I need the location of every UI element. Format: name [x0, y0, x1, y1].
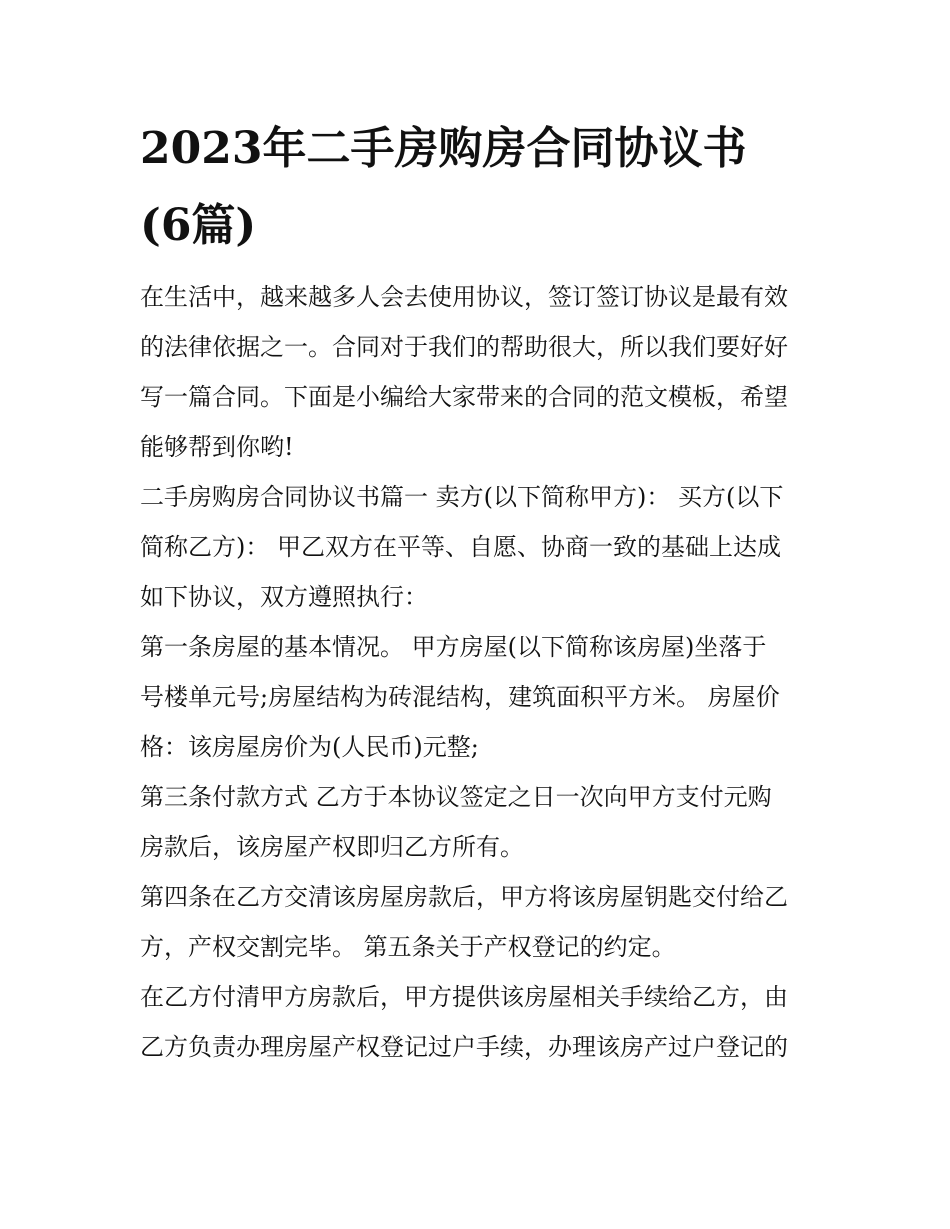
- text-line: 简称乙方)： 甲乙双方在平等、自愿、协商一致的基础上达成: [140, 533, 781, 561]
- text-line: 写一篇合同。下面是小编给大家带来的合同的范文模板，希望: [140, 383, 788, 411]
- text-line: 能够帮到你哟!: [140, 433, 294, 461]
- text-line: 第四条在乙方交清该房屋房款后，甲方将该房屋钥匙交付给乙: [140, 883, 788, 911]
- text-line: 号楼单元号;房屋结构为砖混结构，建筑面积平方米。 房屋价: [140, 683, 780, 711]
- intro-paragraph: [140, 272, 812, 472]
- text-line: 如下协议，双方遵照执行：: [140, 583, 428, 611]
- title-line: (6篇): [140, 200, 257, 251]
- document-title: [140, 110, 812, 264]
- text-line: 的法律依据之一。合同对于我们的帮助很大，所以我们要好好: [140, 333, 788, 361]
- article-3-paragraph: [140, 772, 812, 872]
- text-line: 乙方负责办理房屋产权登记过户手续，办理该房产过户登记的: [140, 1033, 788, 1061]
- text-line: 格：该房屋房价为(人民币)元整;: [140, 733, 479, 761]
- registration-paragraph: [140, 972, 812, 1072]
- article-4-paragraph: [140, 872, 812, 972]
- text-line: 在生活中，越来越多人会去使用协议，签订签订协议是最有效: [140, 283, 788, 311]
- article-1-paragraph: [140, 622, 812, 772]
- text-line: 在乙方付清甲方房款后，甲方提供该房屋相关手续给乙方，由: [140, 983, 788, 1011]
- parties-paragraph: [140, 472, 812, 622]
- text-line: 第一条房屋的基本情况。 甲方房屋(以下简称该房屋)坐落于: [140, 633, 767, 661]
- text-line: 二手房购房合同协议书篇一 卖方(以下简称甲方)： 买方(以下: [140, 483, 784, 511]
- title-line: 2023年二手房购房合同协议书: [140, 123, 747, 174]
- text-line: 房款后，该房屋产权即归乙方所有。: [140, 833, 524, 861]
- text-line: 方，产权交割完毕。 第五条关于产权登记的约定。: [140, 933, 676, 961]
- text-line: 第三条付款方式 乙方于本协议签定之日一次向甲方支付元购: [140, 783, 772, 811]
- document-page: [140, 110, 812, 1072]
